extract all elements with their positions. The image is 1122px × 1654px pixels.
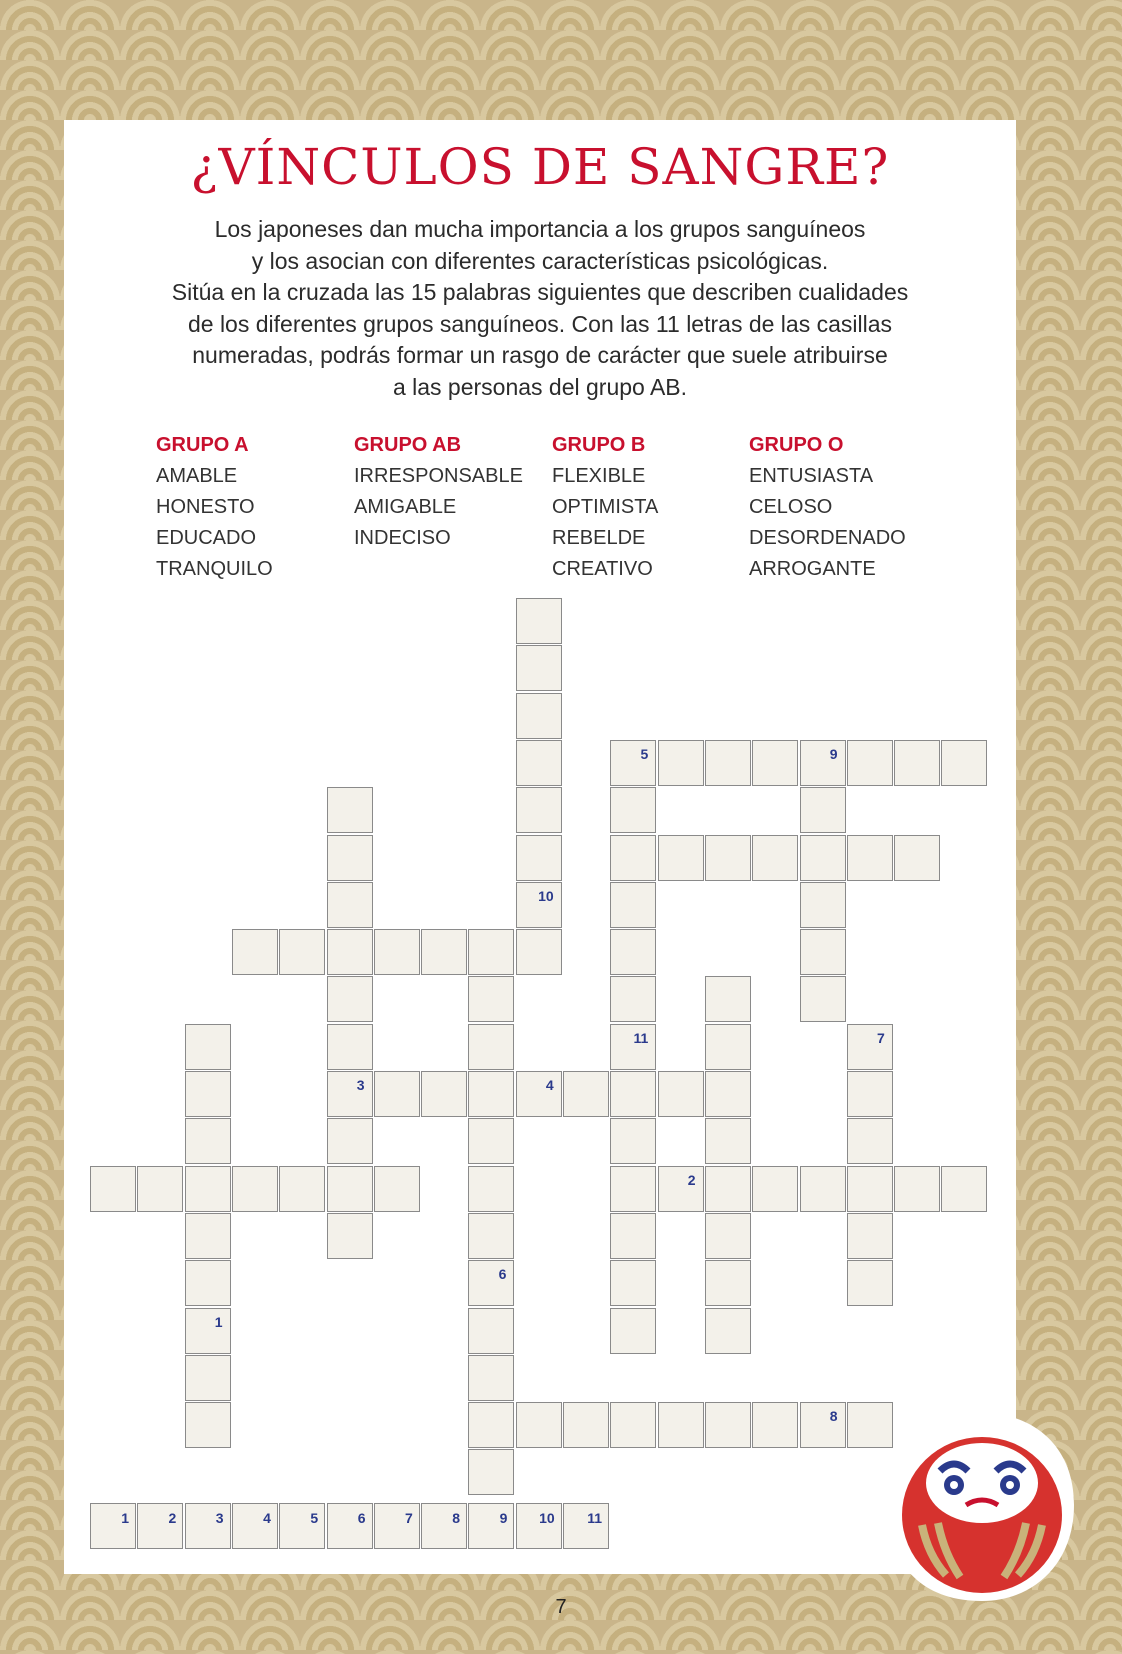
crossword-cell[interactable] (847, 1118, 893, 1164)
intro-line: y los asocian con diferentes características psicológicas. (251, 247, 829, 274)
crossword-cell[interactable] (847, 1024, 893, 1070)
crossword-cell[interactable] (327, 1166, 373, 1212)
crossword-cell[interactable] (610, 1260, 656, 1306)
crossword-cell[interactable] (516, 787, 562, 833)
crossword-cell[interactable] (137, 1166, 183, 1212)
word-item: ENTUSIASTA (749, 465, 874, 487)
group-heading: GRUPO A (156, 434, 249, 456)
crossword-cell[interactable] (705, 1118, 751, 1164)
cell-number: 2 (687, 1171, 696, 1188)
group-o-list (749, 430, 906, 585)
crossword-cell[interactable] (800, 929, 846, 975)
crossword-cell[interactable] (468, 1118, 514, 1164)
crossword-cell[interactable] (800, 1166, 846, 1212)
crossword-cell[interactable] (610, 929, 656, 975)
group-ab-list (354, 430, 523, 554)
answer-cell-number: 4 (263, 1510, 271, 1526)
group-heading: GRUPO O (749, 434, 844, 456)
crossword-cell[interactable] (705, 976, 751, 1022)
crossword-cell[interactable] (800, 787, 846, 833)
crossword-cell[interactable] (516, 929, 562, 975)
crossword-cell[interactable] (374, 929, 420, 975)
crossword-cell[interactable] (610, 882, 656, 928)
crossword-cell[interactable] (705, 1308, 751, 1354)
crossword-cell[interactable] (516, 645, 562, 691)
crossword-cell[interactable] (658, 1071, 704, 1117)
answer-cell[interactable] (374, 1503, 420, 1549)
crossword-cell[interactable] (800, 1402, 846, 1448)
crossword-cell[interactable] (800, 976, 846, 1022)
crossword-cell[interactable] (752, 1166, 798, 1212)
answer-cell[interactable] (327, 1503, 373, 1549)
crossword-cell[interactable] (610, 976, 656, 1022)
crossword-cell[interactable] (232, 929, 278, 975)
cell-number: 8 (829, 1408, 838, 1425)
crossword-cell[interactable] (90, 1166, 136, 1212)
crossword-cell[interactable] (279, 1166, 325, 1212)
answer-cell-number: 10 (539, 1510, 555, 1526)
word-item: IRRESPONSABLE (354, 465, 523, 487)
crossword-cell[interactable] (610, 740, 656, 786)
crossword-cell[interactable] (516, 882, 562, 928)
crossword-cell[interactable] (468, 1024, 514, 1070)
crossword-cell[interactable] (421, 929, 467, 975)
answer-cell[interactable] (516, 1503, 562, 1549)
crossword-cell[interactable] (374, 1166, 420, 1212)
crossword-cell[interactable] (705, 1166, 751, 1212)
word-item: CELOSO (749, 496, 833, 518)
crossword-cell[interactable] (610, 1118, 656, 1164)
crossword-cell[interactable] (468, 976, 514, 1022)
crossword-cell[interactable] (327, 1071, 373, 1117)
crossword-cell[interactable] (327, 976, 373, 1022)
word-item: REBELDE (552, 527, 646, 549)
cell-number: 9 (829, 745, 838, 762)
crossword-cell[interactable] (847, 835, 893, 881)
crossword-cell[interactable] (327, 882, 373, 928)
word-item: DESORDENADO (749, 527, 906, 549)
crossword-cell[interactable] (894, 1166, 940, 1212)
answer-cell[interactable] (90, 1503, 136, 1549)
intro-line: Los japoneses dan mucha importancia a los grupos sanguíneos (214, 216, 866, 242)
answer-cell-number: 11 (587, 1510, 602, 1526)
crossword-cell[interactable] (279, 929, 325, 975)
intro-text (96, 214, 984, 403)
crossword-cell[interactable] (610, 1213, 656, 1259)
cell-number: 6 (498, 1266, 507, 1283)
word-item: INDECISO (354, 527, 451, 549)
word-item: HONESTO (156, 496, 255, 518)
word-item: OPTIMISTA (552, 496, 659, 518)
crossword-cell[interactable] (610, 1024, 656, 1070)
crossword-cell[interactable] (327, 1024, 373, 1070)
answer-cell[interactable] (232, 1503, 278, 1549)
crossword-cell[interactable] (516, 1402, 562, 1448)
crossword-cell[interactable] (185, 1355, 231, 1401)
crossword-cell[interactable] (374, 1071, 420, 1117)
crossword-cell[interactable] (847, 1071, 893, 1117)
word-item: CREATIVO (552, 558, 653, 580)
answer-cell-number: 9 (499, 1510, 508, 1526)
crossword-cell[interactable] (894, 835, 940, 881)
answer-cell[interactable] (421, 1503, 467, 1549)
cell-number: 11 (633, 1029, 649, 1046)
crossword-cell[interactable] (941, 740, 987, 786)
answer-cell-number: 2 (168, 1510, 177, 1526)
crossword-cell[interactable] (185, 1402, 231, 1448)
crossword-cell[interactable] (563, 1071, 609, 1117)
crossword-cell[interactable] (185, 1166, 231, 1212)
crossword-cell[interactable] (468, 1166, 514, 1212)
word-item: AMIGABLE (354, 496, 457, 518)
crossword-cell[interactable] (705, 740, 751, 786)
cell-number: 3 (356, 1077, 365, 1093)
answer-cell-number: 1 (121, 1510, 129, 1526)
crossword-cell[interactable] (421, 1071, 467, 1117)
crossword-cell[interactable] (185, 1213, 231, 1259)
crossword-cell[interactable] (752, 835, 798, 881)
crossword-cell[interactable] (847, 1260, 893, 1306)
intro-line: numeradas, podrás formar un rasgo de carácter que suele atribuirse (192, 342, 888, 368)
crossword-cell[interactable] (232, 1166, 278, 1212)
crossword-cell[interactable] (516, 598, 562, 644)
crossword-cell[interactable] (516, 693, 562, 739)
crossword-cell[interactable] (185, 1260, 231, 1306)
crossword-cell[interactable] (705, 1024, 751, 1070)
crossword-cell[interactable] (752, 1402, 798, 1448)
answer-cell-number: 5 (310, 1510, 319, 1526)
crossword-cell[interactable] (610, 787, 656, 833)
group-b-list (552, 430, 658, 585)
crossword-cell[interactable] (327, 787, 373, 833)
crossword-cell[interactable] (847, 1213, 893, 1259)
crossword-cell[interactable] (468, 1260, 514, 1306)
crossword-cell[interactable] (941, 1166, 987, 1212)
crossword-cell[interactable] (610, 1402, 656, 1448)
page-number: 7 (555, 1596, 567, 1618)
cell-number: 4 (545, 1077, 554, 1093)
crossword-cell[interactable] (752, 740, 798, 786)
intro-line: a las personas del grupo AB. (392, 373, 688, 400)
cell-number: 7 (877, 1029, 885, 1046)
crossword-cell[interactable] (610, 1308, 656, 1354)
crossword-cell[interactable] (894, 740, 940, 786)
crossword-cell[interactable] (468, 929, 514, 975)
crossword-cell[interactable] (800, 740, 846, 786)
answer-cell[interactable] (137, 1503, 183, 1549)
word-item: FLEXIBLE (552, 465, 646, 487)
crossword-cell[interactable] (516, 740, 562, 786)
crossword-cell[interactable] (185, 1118, 231, 1164)
cell-number: 1 (214, 1313, 223, 1330)
intro-line: Sitúa en la cruzada las 15 palabras siguientes que describen cualidades (171, 279, 909, 305)
crossword-cell[interactable] (327, 835, 373, 881)
crossword-cell[interactable] (658, 740, 704, 786)
crossword-cell[interactable] (610, 1071, 656, 1117)
crossword-cell[interactable] (705, 1260, 751, 1306)
crossword-cell[interactable] (468, 1213, 514, 1259)
cell-number: 5 (640, 745, 649, 762)
crossword-cell[interactable] (847, 740, 893, 786)
crossword-cell[interactable] (705, 1213, 751, 1259)
crossword-cell[interactable] (658, 1166, 704, 1212)
word-item: ARROGANTE (749, 558, 876, 580)
crossword-cell[interactable] (705, 835, 751, 881)
crossword-cell[interactable] (185, 1308, 231, 1354)
crossword-cell[interactable] (610, 835, 656, 881)
crossword-cell[interactable] (468, 1071, 514, 1117)
answer-cell-number: 7 (405, 1510, 413, 1526)
answer-cell[interactable] (563, 1503, 609, 1549)
crossword-cell[interactable] (327, 929, 373, 975)
crossword-cell[interactable] (185, 1071, 231, 1117)
crossword-cell[interactable] (705, 1402, 751, 1448)
page-title: ¿VÍNCULOS DE SANGRE? (190, 138, 890, 196)
crossword-cell[interactable] (516, 835, 562, 881)
group-a-list (156, 430, 273, 585)
word-item: EDUCADO (156, 527, 257, 549)
intro-line: de los diferentes grupos sanguíneos. Con las 11 letras de las casillas (187, 310, 893, 337)
crossword-cell[interactable] (847, 1166, 893, 1212)
group-heading: GRUPO AB (354, 434, 462, 456)
crossword-cell[interactable] (658, 1402, 704, 1448)
crossword-cell[interactable] (705, 1071, 751, 1117)
answer-cell[interactable] (185, 1503, 231, 1549)
crossword-cell[interactable] (800, 882, 846, 928)
crossword-cell[interactable] (327, 1213, 373, 1259)
crossword-cell[interactable] (610, 1166, 656, 1212)
answer-cell-number: 3 (215, 1510, 224, 1526)
word-item: TRANQUILO (156, 558, 273, 580)
group-heading: GRUPO B (552, 434, 646, 456)
crossword-cell[interactable] (563, 1402, 609, 1448)
cell-number: 10 (538, 887, 554, 904)
crossword-cell[interactable] (516, 1071, 562, 1117)
daruma-doll-icon (882, 1405, 1082, 1605)
crossword-cell[interactable] (800, 835, 846, 881)
answer-cell-number: 8 (452, 1510, 461, 1526)
crossword-cell[interactable] (468, 1308, 514, 1354)
crossword-cell[interactable] (468, 1402, 514, 1448)
crossword-cell[interactable] (185, 1024, 231, 1070)
crossword-cell[interactable] (658, 835, 704, 881)
answer-cell-number: 6 (357, 1510, 366, 1526)
crossword-cell[interactable] (468, 1355, 514, 1401)
answer-cell[interactable] (279, 1503, 325, 1549)
word-item: AMABLE (156, 465, 238, 487)
crossword-cell[interactable] (468, 1449, 514, 1495)
crossword-cell[interactable] (327, 1118, 373, 1164)
answer-cell[interactable] (468, 1503, 514, 1549)
